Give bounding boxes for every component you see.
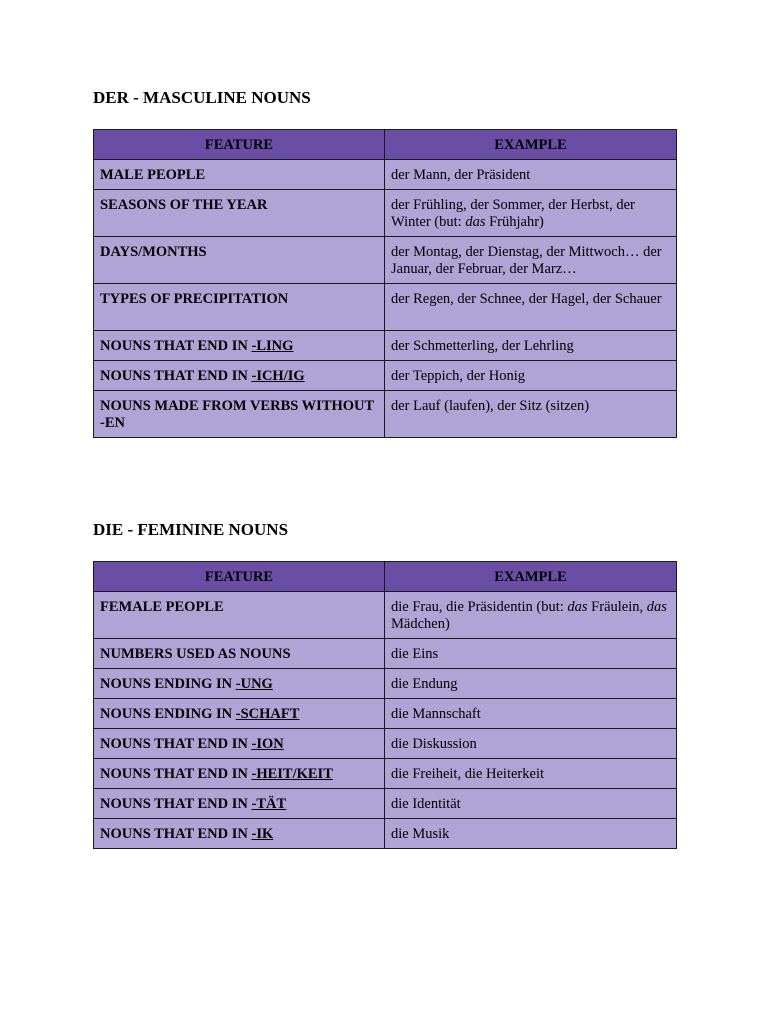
- example-cell: die Freiheit, die Heiterkeit: [385, 759, 677, 789]
- column-header-feature: FEATURE: [94, 130, 385, 160]
- masculine-nouns-table: [93, 129, 677, 438]
- feature-suffix: -ICH/IG: [251, 368, 305, 384]
- feature-cell: NOUNS MADE FROM VERBS WITHOUT -EN: [94, 391, 385, 438]
- table-header-row: [94, 562, 677, 592]
- table-row: [94, 391, 677, 438]
- feature-text: NOUNS THAT END IN: [100, 826, 252, 842]
- example-cell: die Identität: [385, 789, 677, 819]
- example-cell: der Montag, der Dienstag, der Mittwoch… der Januar, der Februar, der Marz…: [385, 237, 677, 284]
- table-row: [94, 237, 677, 284]
- feature-suffix: -SCHAFT: [235, 706, 300, 722]
- feature-text: NOUNS THAT END IN: [100, 368, 252, 384]
- feature-cell: [94, 759, 385, 789]
- feature-text: NOUNS THAT END IN: [100, 766, 252, 782]
- example-cell: die Diskussion: [385, 729, 677, 759]
- column-header-example: EXAMPLE: [385, 562, 677, 592]
- example-cell: die Endung: [385, 669, 677, 699]
- example-cell: der Regen, der Schnee, der Hagel, der Schauer: [385, 284, 677, 331]
- table-row: [94, 759, 677, 789]
- example-text: die Frau, die Präsidentin (but:: [391, 599, 568, 615]
- example-text: der Frühling, der Sommer, der Herbst, der Winter (but:: [391, 197, 635, 230]
- feature-cell: [94, 729, 385, 759]
- feature-text: NOUNS THAT END IN: [100, 796, 252, 812]
- table-row: [94, 789, 677, 819]
- table-row: [94, 190, 677, 237]
- example-italic: das: [567, 599, 588, 615]
- table-header-row: [94, 130, 677, 160]
- table-row: [94, 592, 677, 639]
- example-cell: [385, 592, 677, 639]
- feature-suffix: -HEIT/KEIT: [251, 766, 333, 782]
- table-row: [94, 331, 677, 361]
- example-cell: der Mann, der Präsident: [385, 160, 677, 190]
- table-row: [94, 729, 677, 759]
- feature-cell: SEASONS OF THE YEAR: [94, 190, 385, 237]
- example-text: Fräulein,: [587, 599, 647, 615]
- table-row: [94, 284, 677, 331]
- example-text: Mädchen): [391, 616, 450, 632]
- column-header-feature: FEATURE: [94, 562, 385, 592]
- feature-text: NOUNS THAT END IN: [100, 338, 252, 354]
- feature-cell: MALE PEOPLE: [94, 160, 385, 190]
- table-row: [94, 669, 677, 699]
- example-cell: der Teppich, der Honig: [385, 361, 677, 391]
- feature-cell: [94, 361, 385, 391]
- feature-suffix: -UNG: [235, 676, 273, 692]
- feature-cell: [94, 669, 385, 699]
- feature-cell: [94, 699, 385, 729]
- table-row: [94, 819, 677, 849]
- section-heading-feminine: DIE - FEMININE NOUNS: [93, 520, 289, 539]
- column-header-example: EXAMPLE: [385, 130, 677, 160]
- section-heading-masculine: DER - MASCULINE NOUNS: [93, 88, 311, 107]
- table-row: [94, 639, 677, 669]
- feature-cell: FEMALE PEOPLE: [94, 592, 385, 639]
- feature-suffix: -LING: [251, 338, 294, 354]
- table-row: [94, 160, 677, 190]
- feature-cell: [94, 819, 385, 849]
- feature-cell: [94, 789, 385, 819]
- feature-suffix: -TÄT: [251, 796, 287, 812]
- example-cell: die Musik: [385, 819, 677, 849]
- example-italic: das: [646, 599, 667, 615]
- example-cell: [385, 190, 677, 237]
- feature-cell: [94, 331, 385, 361]
- example-cell: die Eins: [385, 639, 677, 669]
- example-cell: der Schmetterling, der Lehrling: [385, 331, 677, 361]
- feature-suffix: -IK: [251, 826, 274, 842]
- example-cell: die Mannschaft: [385, 699, 677, 729]
- example-italic: das: [465, 214, 486, 230]
- feminine-nouns-table: [93, 561, 677, 849]
- example-cell: der Lauf (laufen), der Sitz (sitzen): [385, 391, 677, 438]
- feature-text: NOUNS THAT END IN: [100, 736, 252, 752]
- feature-text: NOUNS ENDING IN: [100, 676, 236, 692]
- table-row: [94, 361, 677, 391]
- feature-text: NOUNS ENDING IN: [100, 706, 236, 722]
- feature-cell: NUMBERS USED AS NOUNS: [94, 639, 385, 669]
- feature-cell: DAYS/MONTHS: [94, 237, 385, 284]
- feature-cell: TYPES OF PRECIPITATION: [94, 284, 385, 331]
- feature-suffix: -ION: [251, 736, 284, 752]
- table-row: [94, 699, 677, 729]
- example-text: Frühjahr): [485, 214, 544, 230]
